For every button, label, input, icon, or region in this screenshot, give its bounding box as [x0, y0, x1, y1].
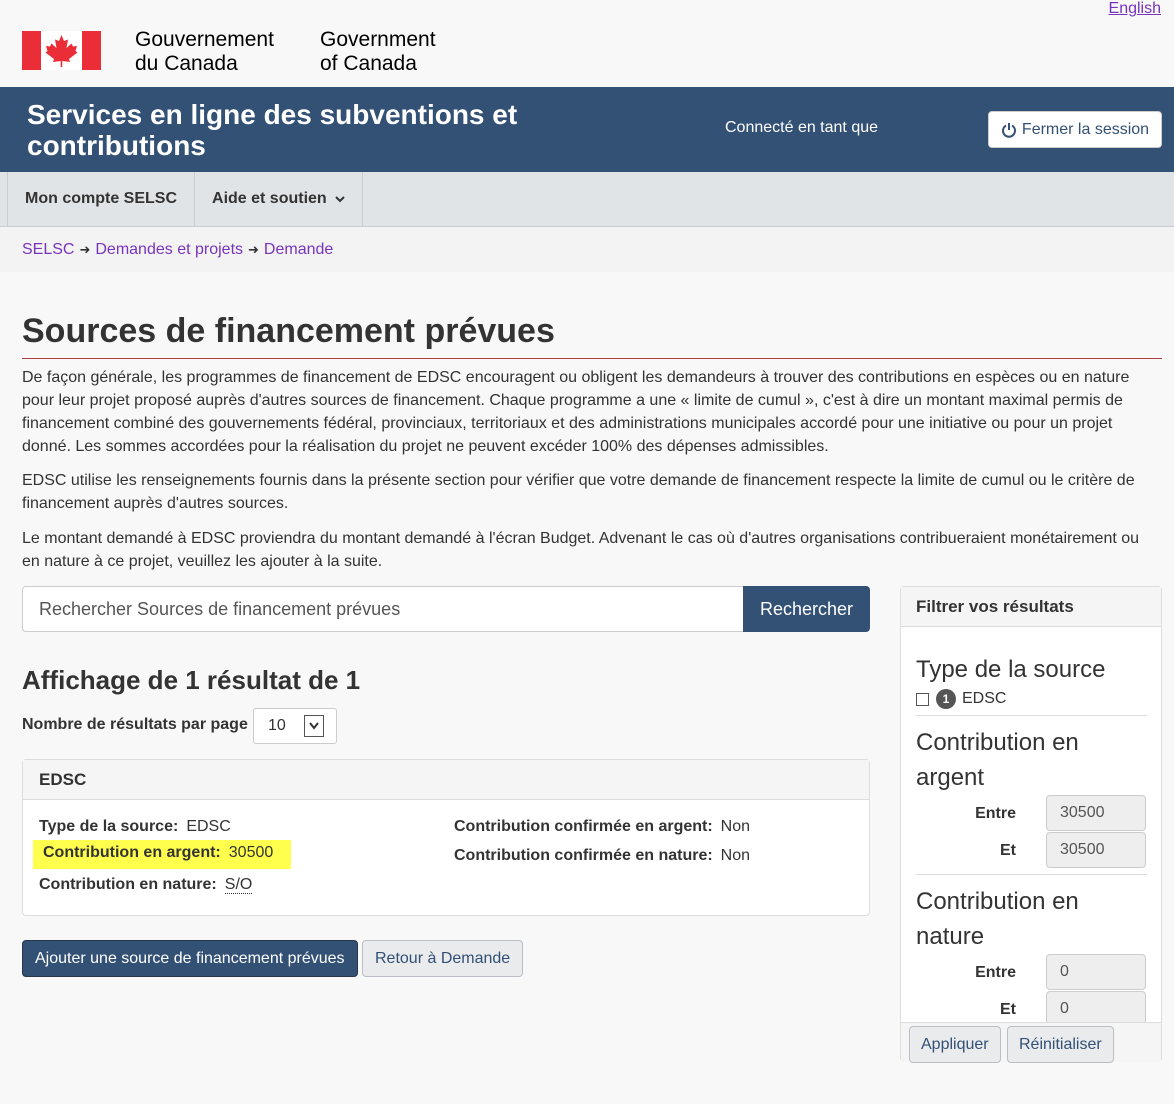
logout-label: Fermer la session — [1021, 120, 1150, 138]
menu-item-label: Aide et soutien — [212, 190, 327, 207]
filter-inkind-heading: Contribution en nature — [916, 888, 1079, 950]
canada-flag-icon — [22, 31, 101, 70]
filter-option-label: EDSC — [962, 690, 1007, 707]
signature-en-line2: of Canada — [320, 52, 417, 75]
cash-between-label: Entre — [975, 805, 1016, 822]
signature-fr-line1: Gouvernement — [135, 28, 274, 51]
inkind-confirmed-field — [454, 847, 750, 865]
inkind-contribution-label: Contribution en nature: — [39, 876, 217, 893]
connected-as-label: Connecté en tant que — [725, 119, 879, 136]
cash-contribution-field — [33, 840, 291, 869]
intro-paragraph-1: De façon générale, les programmes de financement de EDSC encouragent ou obligent les demandeurs à trouver des contributions en espèces ou en nature pour leur projet proposé auprès d'autres sources de financement. Chaque programme a une « limite de cumul », c'est à dire un montant maximal permis de financement combiné des gouvernements fédéral, provinciaux, territoriaux et des administrations municipales accordé pour une initiative ou pour un projet donné. Les sommes accordées pour la réalisation du projet ne peuvent excéder 100% des dépenses admissibles. — [22, 369, 1130, 455]
cash-contribution-label: Contribution en argent: — [43, 844, 221, 861]
per-page-value: 10 — [268, 717, 286, 734]
result-card — [22, 759, 870, 916]
cash-and-label: Et — [1000, 842, 1016, 859]
cash-confirmed-label: Contribution confirmée en argent: — [454, 818, 713, 835]
search-button[interactable]: Rechercher — [743, 586, 870, 632]
inkind-between-label: Entre — [975, 964, 1016, 981]
menu-item-help[interactable] — [195, 172, 363, 226]
inkind-and-label: Et — [1000, 1001, 1016, 1018]
signature-english — [320, 28, 436, 76]
app-title-band — [0, 87, 1174, 172]
arrow-right-icon: ➜ — [79, 241, 91, 257]
inkind-contribution-value: S/O — [224, 876, 253, 893]
inkind-max-input[interactable]: 0 — [1046, 991, 1146, 1027]
source-type-value: EDSC — [186, 818, 231, 835]
reset-filter-button[interactable]: Réinitialiser — [1007, 1026, 1114, 1063]
breadcrumb — [0, 227, 1174, 272]
filter-panel — [900, 586, 1162, 1062]
inkind-confirmed-value: Non — [720, 847, 751, 864]
checkbox[interactable] — [916, 693, 929, 706]
cash-confirmed-field — [454, 818, 750, 836]
filter-option-edsc[interactable] — [916, 689, 1006, 709]
apply-filter-button[interactable]: Appliquer — [909, 1026, 1001, 1063]
dropdown-arrow-icon — [304, 715, 324, 737]
filter-source-type-heading: Type de la source — [916, 656, 1106, 683]
signature-fr-line2: du Canada — [135, 52, 238, 75]
search-input[interactable]: Rechercher Sources de financement prévues — [22, 586, 744, 632]
source-type-field — [39, 818, 231, 836]
inkind-contribution-field — [39, 876, 252, 894]
per-page-label: Nombre de résultats par page — [22, 716, 248, 733]
breadcrumb-link-request[interactable]: Demande — [263, 240, 334, 258]
result-card-title: EDSC — [23, 760, 869, 800]
app-title[interactable]: Services en ligne des subventions et contributions — [27, 99, 518, 161]
power-icon — [1001, 122, 1017, 138]
per-page-select[interactable] — [253, 708, 337, 744]
signature-en-line1: Government — [320, 28, 436, 51]
cash-confirmed-value: Non — [720, 818, 751, 835]
breadcrumb-link-requests[interactable]: Demandes et projets — [95, 240, 244, 258]
source-type-label: Type de la source: — [39, 818, 179, 835]
intro-paragraph-3: Le montant demandé à EDSC proviendra du montant demandé à l'écran Budget. Advenant le cas où d'autres organisations contribueraient monétairement ou en nature à ce projet, veuillez les ajouter à la suite. — [22, 530, 1140, 570]
cash-max-input[interactable]: 30500 — [1046, 832, 1146, 868]
intro-paragraph-2: EDSC utilise les renseignements fournis dans la présente section pour vérifier que votre demande de financement respecte la limite de cumul ou le critère de financement auprès d'autres sources. — [22, 472, 1135, 512]
inkind-confirmed-label: Contribution confirmée en nature: — [454, 847, 713, 864]
page-title: Sources de financement prévues — [22, 312, 1162, 359]
count-badge: 1 — [936, 689, 956, 709]
back-to-request-button[interactable]: Retour à Demande — [362, 940, 523, 977]
chevron-down-icon — [335, 194, 345, 204]
divider — [916, 715, 1147, 716]
inkind-min-input[interactable]: 0 — [1046, 954, 1146, 990]
main-menu — [0, 172, 1174, 227]
divider — [916, 874, 1147, 875]
language-toggle-link[interactable]: English — [1108, 0, 1161, 17]
site-header — [0, 0, 1174, 87]
results-count-heading: Affichage de 1 résultat de 1 — [22, 665, 361, 695]
cash-min-input[interactable]: 30500 — [1046, 795, 1146, 831]
menu-item-label: Mon compte SELSC — [25, 190, 178, 207]
breadcrumb-link-selsc[interactable]: SELSC — [22, 240, 75, 258]
cash-contribution-value: 30500 — [228, 844, 274, 861]
filter-cash-heading: Contribution en argent — [916, 729, 1079, 791]
filter-panel-title: Filtrer vos résultats — [901, 587, 1161, 627]
arrow-right-icon: ➜ — [248, 241, 259, 257]
menu-item-my-account[interactable] — [7, 172, 195, 226]
add-funding-source-button[interactable]: Ajouter une source de financement prévues — [22, 940, 358, 977]
signature-french — [135, 28, 274, 76]
logout-button[interactable] — [988, 111, 1162, 148]
